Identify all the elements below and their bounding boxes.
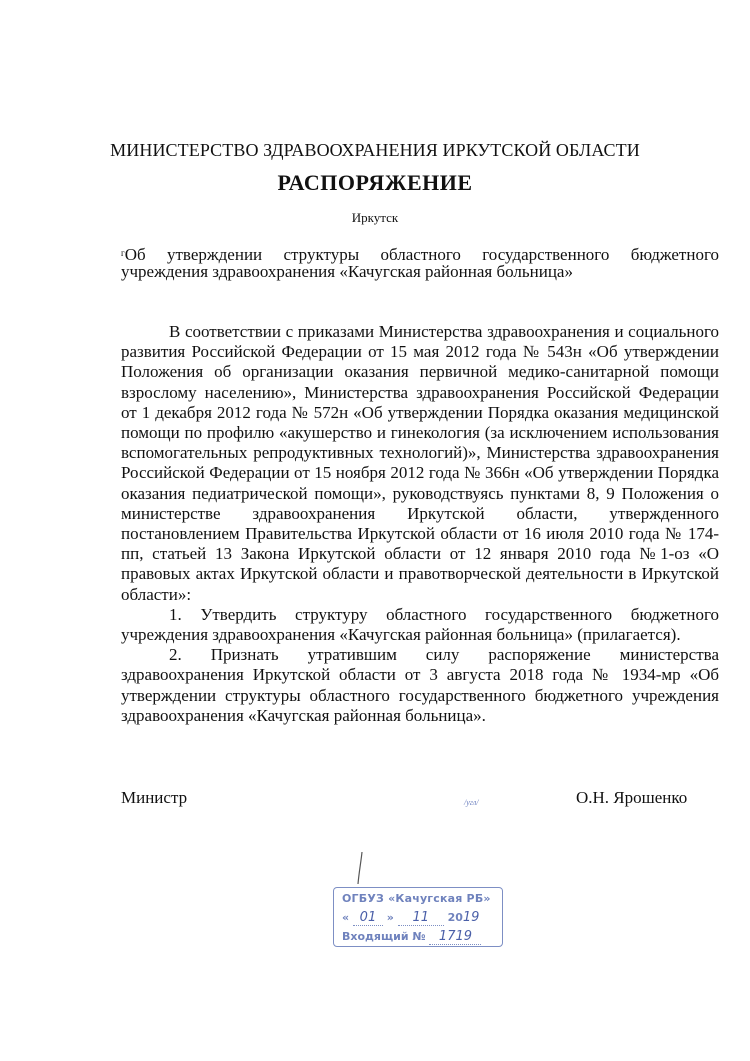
signatory-name: О.Н. Ярошенко (576, 788, 688, 807)
stamp-date: « 01 » 11 2019 (342, 910, 480, 925)
stamp-year-prefix: 20 (447, 911, 463, 924)
document-city: Иркутск (351, 210, 399, 225)
subject-text: Об утверждении структуры областного государственного бюджетного учреждения здравоохранения «Качугская районная больница» (121, 245, 719, 281)
stamp-incoming-number: 1719 (429, 929, 481, 945)
ministry-name: МИНИСТЕРСТВО ЗДРАВООХРАНЕНИЯ ИРКУТСКОЙ ОБЛАСТИ (110, 140, 640, 160)
document-type-title: РАСПОРЯЖЕНИЕ (277, 170, 473, 195)
stamp-organization: ОГБУЗ «Качугская РБ» (342, 892, 491, 905)
signature-block (121, 788, 719, 812)
signature-mark: /угл/ (464, 798, 479, 807)
document-subject (121, 246, 719, 280)
stamp-incoming-label: Входящий № (342, 930, 426, 943)
stamp-year-suffix: 19 (462, 910, 480, 925)
stamp-month: 11 (398, 910, 444, 926)
order-item-2: 2. Признать утратившим силу распоряжение министерства здравоохранения Иркутской области от 3 августа 2018 года № 1934-мр «Об утверждении структуры областного государственного бюджетного учреждения здравоохранения «Качугская районная больница». (121, 645, 719, 725)
incoming-registration-stamp (333, 887, 503, 947)
corner-mark: г (121, 248, 125, 258)
stamp-day: 01 (353, 910, 383, 926)
document-body (121, 322, 719, 726)
preamble-paragraph: В соответствии с приказами Министерства здравоохранения и социального развития Российской Федерации от 15 мая 2012 года № 543н «Об утверждении Положения об организации оказания первичной медико-санитарной помощи взрослому населению», Министерства здравоохранения Российской Федерации от 1 декабря 2012 года № 572н «Об утверждении Порядка оказания медицинской помощи по профилю «акушерство и гинекология (за исключением использования вспомогательных репродуктивных технологий)», Министерства здравоохранения Российской Федерации от 15 ноября 2012 года № 366н «Об утверждении Порядка оказания педиатрической помощи», руководствуясь пунктами 8, 9 Положения о министерстве здравоохранения Иркутской области, утвержденного постановлением Правительства Иркутской области от 16 июля 2010 года № 174-пп, статьей 13 Закона Иркутской области от 12 января 2010 года №1-оз «О правовых актах Иркутской области и правотворческой деятельности в Иркутской области»: (121, 322, 719, 604)
pen-stroke-mark (350, 850, 370, 890)
order-item-1: 1. Утвердить структуру областного государственного бюджетного учреждения здравоохранения «Качугская районная больница» (прилагается). (121, 604, 719, 645)
stamp-incoming (342, 929, 481, 945)
signatory-role: Министр (121, 788, 188, 807)
